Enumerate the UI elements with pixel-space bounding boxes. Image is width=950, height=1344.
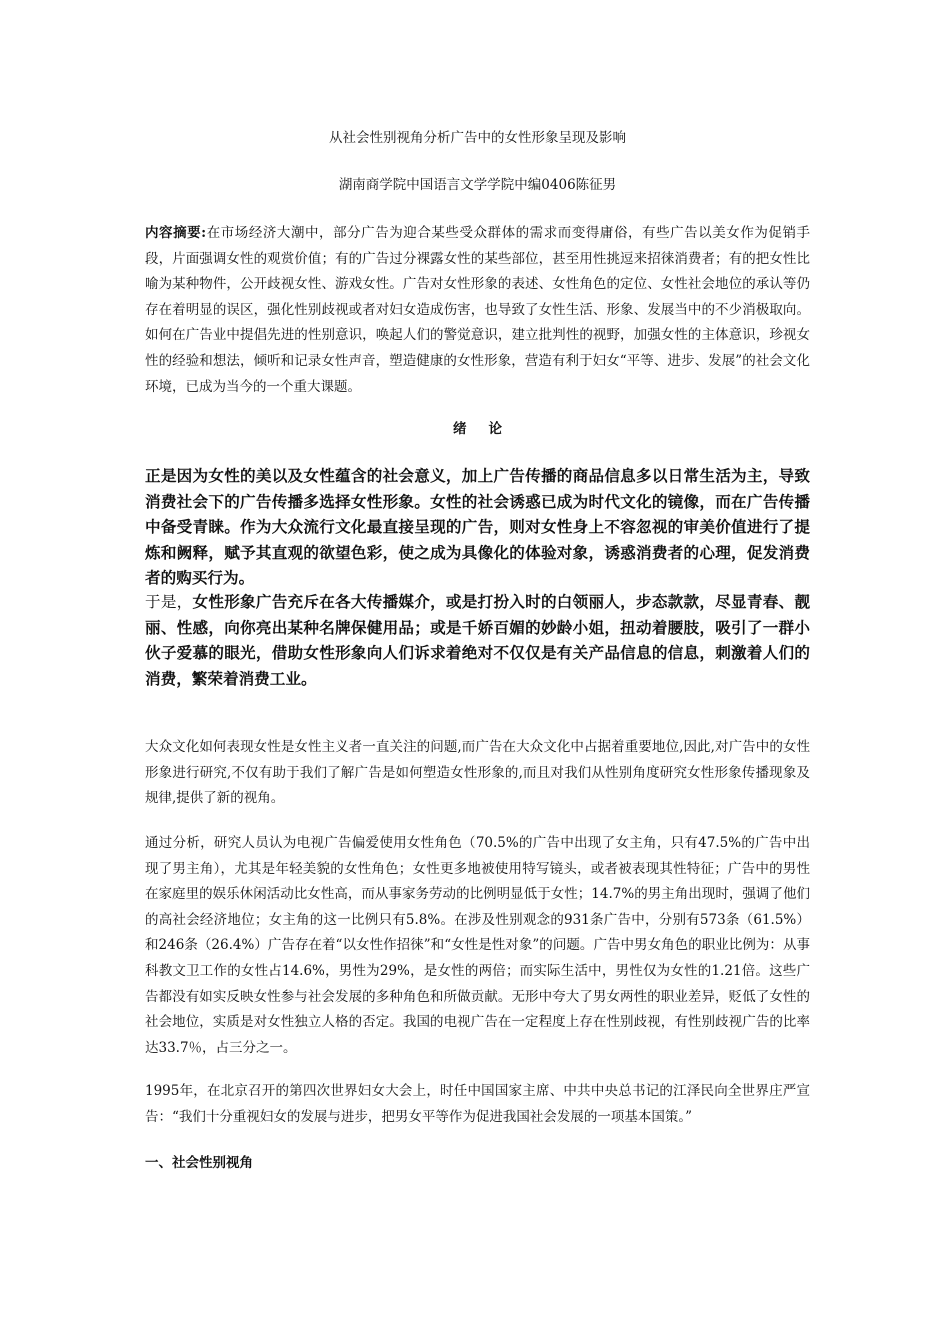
body-paragraph-5: 1995年，在北京召开的第四次世界妇女大会上，时任中国国家主席、中共中央总书记的江泽民向全世界庄严宣告：“我们十分重视妇女的发展与进步，把男女平等作为促进我国社会发展的一项基本国策。”	[145, 1083, 810, 1125]
body-paragraph-3: 大众文化如何表现女性是女性主义者一直关注的问题,而广告在大众文化中占据着重要地位,因此,对广告中的女性形象进行研究,不仅有助于我们了解广告是如何塑造女性形象的,而且对我们从性别角度研究女性形象传播现象及规律,提供了新的视角。	[145, 739, 810, 807]
intro-heading: 绪论	[453, 421, 524, 437]
intro-paragraph-2-lead: 于是，	[145, 593, 193, 611]
body-paragraph-4: 通过分析，研究人员认为电视广告偏爱使用女性角色（70.5%的广告中出现了女主角，只有47.5%的广告中出现了男主角），尤其是年轻美貌的女性角色；女性更多地被使用特写镜头，或者被表现其性特征；广告中的男性在家庭里的娱乐休闲活动比女性高，而从事家务劳动的比例明显低于女性；14.7%的男主角出现时，强调了他们的高社会经济地位；女主角的这一比例只有5.8%。在涉及性别观念的931条广告中，分别有573条（61.5%）和246条（26.4%）广告存在着“以女性作招徕”和“女性是性对象”的问题。广告中男女角色的职业比例为：从事科教文卫工作的女性占14.6%，男性为29%，是女性的两倍；而实际生活中，男性仅为女性的1.21倍。这些广告都没有如实反映女性参与社会发展的多种角色和所做贡献。无形中夸大了男女两性的职业差异，贬低了女性的社会地位，实质是对女性独立人格的否定。我国的电视广告在一定程度上存在性别歧视，有性别歧视广告的比率达33.7％，占三分之一。	[145, 835, 810, 1056]
abstract-text: 在市场经济大潮中，部分广告为迎合某些受众群体的需求而变得庸俗，有些广告以美女作为促销手段，片面强调女性的观赏价值；有的广告过分裸露女性的某些部位，甚至用性挑逗来招徕消费者；有的把女性比喻为某种物件，公开歧视女性、游戏女性。广告对女性形象的表述、女性角色的定位、女性社会地位的承认等仍存在着明显的误区，强化性别歧视或者对妇女造成伤害，也导致了女性生活、形象、发展当中的不少消极取向。如何在广告业中提倡先进的性别意识，唤起人们的警觉意识，建立批判性的视野，加强女性的主体意识，珍视女性的经验和想法，倾听和记录女性声音，塑造健康的女性形象，营造有利于妇女“平等、进步、发展”的社会文化环境，已成为当今的一个重大课题。	[145, 225, 810, 395]
abstract-label: 内容摘要:	[145, 225, 207, 241]
document-title: 从社会性别视角分析广告中的女性形象呈现及影响	[329, 130, 626, 146]
section-1-heading: 一、社会性别视角	[145, 1155, 253, 1171]
intro-paragraph-2-text: 女性形象广告充斥在各大传播媒介，或是打扮入时的白领丽人，步态款款，尽显青春、靓丽、性感，向你亮出某种名牌保健用品；或是千娇百媚的妙龄小姐，扭动着腰肢，吸引了一群小伙子爱慕的眼光，借助女性形象向人们诉求着绝对不仅仅是有关产品信息的信息，刺激着人们的消费，繁荣着消费工业。	[145, 593, 810, 688]
intro-paragraph-1: 正是因为女性的美以及女性蕴含的社会意义，加上广告传播的商品信息多以日常生活为主，导致消费社会下的广告传播多选择女性形象。女性的社会诱惑已成为时代文化的镜像，而在广告传播中备受青睐。作为大众流行文化最直接呈现的广告，则对女性身上不容忽视的审美价值进行了提炼和阙释，赋予其直观的欲望色彩，使之成为具像化的体验对象，诱惑消费者的心理，促发消费者的购买行为。	[145, 467, 810, 588]
author-line: 湖南商学院中国语言文学学院中编0406陈征男	[338, 177, 617, 193]
intro-paragraph-2	[145, 590, 810, 692]
abstract-paragraph	[145, 221, 810, 400]
